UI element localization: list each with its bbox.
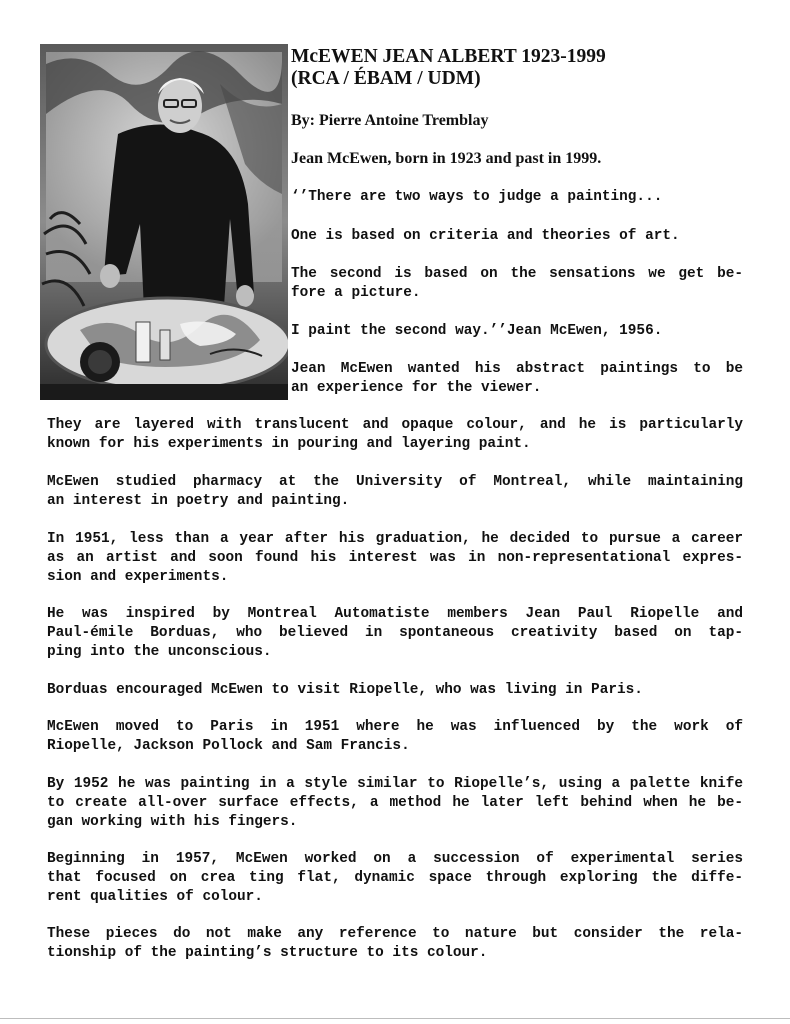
portrait-image — [40, 44, 288, 400]
article-title — [291, 46, 761, 90]
paragraph-7-line-2: Riopelle, Jackson Pollock and Sam Francis. — [47, 738, 410, 754]
page-bottom-rule — [0, 1018, 790, 1019]
paragraph-9-line-2: that focused on crea ting flat, dynamic space through exploring the diffe- — [47, 870, 743, 886]
paragraph-10-line-1: These pieces do not make any reference to nature but consider the rela- — [47, 926, 743, 942]
paragraph-8-line-3: gan working with his fingers. — [47, 814, 298, 830]
paragraph-4-line-2: as an artist and soon found his interest was in non-representational expres- — [47, 550, 743, 566]
paragraph-5-line-3: ping into the unconscious. — [47, 644, 272, 660]
paragraph-9-line-3: rent qualities of colour. — [47, 889, 263, 905]
paragraph-10-line-2: tionship of the painting’s structure to its colour. — [47, 945, 488, 961]
title-line-2: (RCA / ÉBAM / UDM) — [291, 68, 481, 89]
paragraph-9-line-1: Beginning in 1957, McEwen worked on a succession of experimental series — [47, 851, 743, 867]
quote-line-4: I paint the second way.’’Jean McEwen, 1956. — [291, 323, 663, 339]
paragraph-3-line-1: McEwen studied pharmacy at the University of Montreal, while maintaining — [47, 474, 743, 490]
title-line-1: McEWEN JEAN ALBERT 1923-1999 — [291, 46, 606, 67]
quote-line-2: One is based on criteria and theories of art. — [291, 228, 680, 244]
paragraph-4-line-3: sion and experiments. — [47, 569, 229, 585]
quote-line-1: ‘’There are two ways to judge a painting... — [291, 189, 663, 205]
paragraph-8-line-1: By 1952 he was painting in a style similar to Riopelle’s, using a palette knife — [47, 776, 743, 792]
paragraph-6-line-1: Borduas encouraged McEwen to visit Riopelle, who was living in Paris. — [47, 682, 643, 698]
byline: By: Pierre Antoine Tremblay — [291, 112, 489, 129]
paragraph-7-line-1: McEwen moved to Paris in 1951 where he was influenced by the work of — [47, 719, 743, 735]
paragraph-4-line-1: In 1951, less than a year after his graduation, he decided to pursue a career — [47, 531, 743, 547]
paragraph-3-line-2: an interest in poetry and painting. — [47, 493, 350, 509]
paragraph-1-line-1: Jean McEwen wanted his abstract paintings to be — [291, 361, 743, 377]
intro-line: Jean McEwen, born in 1923 and past in 1999. — [291, 150, 602, 167]
paragraph-8-line-2: to create all-over surface effects, a method he later left behind when he be- — [47, 795, 743, 811]
paragraph-2-line-1: They are layered with translucent and opaque colour, and he is particularly — [47, 417, 743, 433]
paragraph-5-line-1: He was inspired by Montreal Automatiste members Jean Paul Riopelle and — [47, 606, 743, 622]
paragraph-5-line-2: Paul-émile Borduas, who believed in spontaneous creativity based on tap- — [47, 625, 743, 641]
paragraph-2-line-2: known for his experiments in pouring and layering paint. — [47, 436, 531, 452]
artist-portrait-photo — [40, 44, 288, 400]
quote-line-3a: The second is based on the sensations we get be- — [291, 266, 743, 282]
paragraph-1-line-2: an experience for the viewer. — [291, 380, 542, 396]
quote-line-3b: fore a picture. — [291, 285, 421, 301]
